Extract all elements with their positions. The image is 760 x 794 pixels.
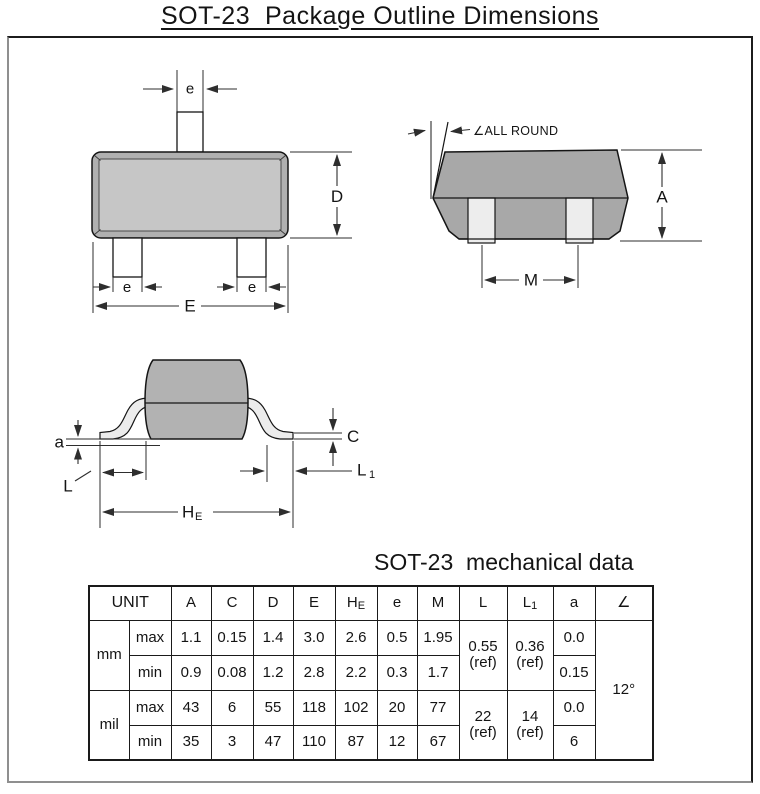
pitch-e-bottom-right-dimension [217, 277, 286, 296]
dim-label-E: E [184, 296, 196, 316]
unit-mil-label: mil [89, 690, 129, 760]
header-E: E [293, 586, 335, 620]
dim-label-A: A [656, 187, 668, 207]
dim-label-L1: L [357, 460, 367, 480]
cell-mil-min-M: 67 [417, 725, 459, 760]
cell-mm-L-ref: 0.55 (ref) [459, 620, 507, 690]
pitch-e-bottom-left-dimension [93, 277, 162, 296]
cell-mil-max-D: 55 [253, 690, 293, 725]
row-label-mm-max: max [129, 620, 171, 655]
cell-mm-min-HE: 2.2 [335, 655, 377, 690]
top-lead [177, 112, 203, 152]
cell-mil-max-HE: 102 [335, 690, 377, 725]
package-body-side-view [145, 360, 248, 439]
row-mm-min [89, 655, 653, 690]
page-title: SOT-23 Package Outline Dimensions [160, 2, 600, 30]
top-view-drawing [75, 62, 365, 324]
cell-mm-max-M: 1.95 [417, 620, 459, 655]
dim-label-L: L [63, 476, 73, 496]
pitch-e-top-dimension [143, 70, 237, 112]
row-mil-max [89, 690, 653, 725]
bottom-lead-left [113, 238, 142, 277]
cell-mm-min-a: 0.15 [553, 655, 595, 690]
header-a: a [553, 586, 595, 620]
side-lead-right [243, 398, 293, 439]
cell-mil-L1-ref: 14 (ref) [507, 690, 553, 760]
cell-mil-max-a: 0.0 [553, 690, 595, 725]
header-L: L [459, 586, 507, 620]
header-D: D [253, 586, 293, 620]
all-round-label: ∠ALL ROUND [473, 124, 559, 138]
cell-mm-max-E: 3.0 [293, 620, 335, 655]
dim-label-a: a [54, 432, 64, 452]
cell-mil-max-E: 118 [293, 690, 335, 725]
row-label-mil-min: min [129, 725, 171, 760]
cell-mil-min-e: 12 [377, 725, 417, 760]
cell-mm-max-C: 0.15 [211, 620, 253, 655]
depth-D-dimension [290, 152, 352, 238]
cell-mm-min-e: 0.3 [377, 655, 417, 690]
row-mil-min [89, 725, 653, 760]
dim-label-e-bottom-right: e [247, 279, 257, 296]
header-HE: HE [335, 586, 377, 620]
cell-mil-L-ref: 22 (ref) [459, 690, 507, 760]
dim-label-D: D [330, 187, 344, 206]
cell-mm-max-a: 0.0 [553, 620, 595, 655]
cell-mm-max-D: 1.4 [253, 620, 293, 655]
front-lead-left [468, 198, 495, 243]
side-lead-left [100, 398, 150, 439]
package-body-top-view [92, 152, 288, 238]
row-mm-max [89, 620, 653, 655]
header-A: A [171, 586, 211, 620]
standoff-a-dimension [55, 420, 160, 464]
cell-mil-min-A: 35 [171, 725, 211, 760]
bottom-lead-right [237, 238, 266, 277]
cell-mil-max-C: 6 [211, 690, 253, 725]
header-M: M [417, 586, 459, 620]
foot-length-L-dimension [63, 441, 146, 528]
foot-L1-dimension [240, 441, 375, 528]
lead-span-M-dimension [482, 245, 578, 290]
dim-label-L1-sub: 1 [369, 469, 376, 481]
side-view-drawing [50, 348, 380, 533]
dim-label-HE-sub: E [195, 511, 203, 523]
mechanical-data-table [88, 585, 654, 761]
cell-mm-min-A: 0.9 [171, 655, 211, 690]
cell-mil-min-a: 6 [553, 725, 595, 760]
height-A-dimension [620, 150, 702, 241]
cell-angle-value: 12° [595, 620, 653, 760]
cell-mm-L1-ref: 0.36 (ref) [507, 620, 553, 690]
cell-mm-max-e: 0.5 [377, 620, 417, 655]
cell-mil-min-E: 110 [293, 725, 335, 760]
cell-mil-max-e: 20 [377, 690, 417, 725]
cell-mil-min-HE: 87 [335, 725, 377, 760]
dim-label-e-top: e [185, 80, 195, 98]
cell-mil-max-A: 43 [171, 690, 211, 725]
header-C: C [211, 586, 253, 620]
front-lead-right [566, 198, 593, 243]
cell-mm-min-C: 0.08 [211, 655, 253, 690]
dim-label-M: M [523, 270, 539, 290]
header-L1-sub: 1 [531, 599, 538, 612]
cell-mm-min-M: 1.7 [417, 655, 459, 690]
cell-mm-max-HE: 2.6 [335, 620, 377, 655]
cell-mil-min-C: 3 [211, 725, 253, 760]
dim-label-C: C [347, 427, 360, 446]
cell-mil-max-M: 77 [417, 690, 459, 725]
unit-mm-label: mm [89, 620, 129, 690]
header-angle: ∠ [595, 586, 653, 620]
cell-mil-min-D: 47 [253, 725, 293, 760]
header-row [89, 586, 653, 620]
dim-label-e-bottom-left: e [122, 279, 132, 296]
front-view-drawing [395, 110, 710, 295]
span-HE-dimension [103, 503, 290, 524]
row-label-mm-min: min [129, 655, 171, 690]
cell-mm-min-D: 1.2 [253, 655, 293, 690]
cell-mm-max-A: 1.1 [171, 620, 211, 655]
thickness-C-dimension [294, 408, 359, 466]
header-unit: UNIT [89, 586, 171, 620]
cell-mm-min-E: 2.8 [293, 655, 335, 690]
row-label-mil-max: max [129, 690, 171, 725]
header-HE-sub: E [357, 599, 366, 612]
header-e: e [377, 586, 417, 620]
header-L1: L1 [507, 586, 553, 620]
dim-label-HE: H [182, 502, 195, 522]
table-title: SOT-23 mechanical data [374, 549, 634, 575]
package-body-front-view [433, 150, 628, 239]
